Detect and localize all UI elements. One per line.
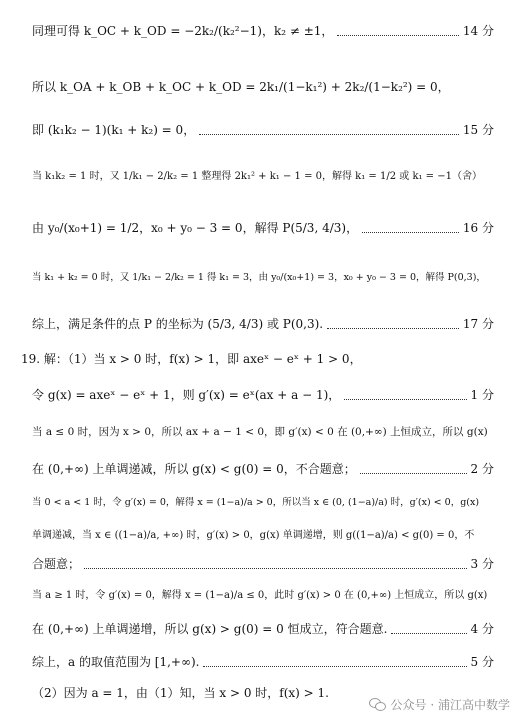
solution-line-16 (32, 622, 494, 636)
line-text: 所以 k_OA + k_OB + k_OC + k_OD = 2k₁/(1−k₁²) + 2k₂/(1−k₂²) = 0， (32, 80, 450, 94)
line-text: 在 (0,+∞) 上单调递减，所以 g(x) < g(0) = 0，不合题意； (32, 462, 356, 476)
solution-line-11 (32, 462, 494, 476)
leader-dots (327, 328, 459, 329)
score-label: 2 分 (470, 462, 494, 476)
solution-line-9 (32, 388, 494, 402)
score-label: 5 分 (470, 655, 494, 669)
score-label: 14 分 (462, 24, 494, 38)
watermark (369, 696, 510, 713)
leader-dots (344, 399, 466, 400)
problem-19-heading (21, 352, 494, 366)
line-text: 合题意； (32, 557, 81, 571)
leader-dots (84, 568, 467, 569)
score-label: 16 分 (462, 221, 494, 235)
line-text: 即 (k₁k₂ − 1)(k₁ + k₂) = 0， (32, 123, 196, 137)
line-text: 单调递减，当 x ∈ ((1−a)/a, +∞) 时，g′(x) > 0，g(x) 单调递增，则 g((1−a)/a) < g(0) = 0，不 (32, 530, 475, 541)
leader-dots (360, 473, 467, 474)
solution-line-12 (32, 497, 494, 508)
score-label: 3 分 (470, 557, 494, 571)
watermark-text: 公众号 · 浦江高中数学 (390, 698, 510, 712)
leader-dots (391, 633, 466, 634)
solution-line-1 (32, 24, 494, 38)
solution-line-2 (32, 80, 494, 94)
line-text: 当 0 < a < 1 时，令 g′(x) = 0，解得 x = (1−a)/a > 0，所以当 x ∈ (0, (1−a)/a) 时，g′(x) < 0，g(x) (32, 497, 480, 508)
solution-line-4 (32, 171, 494, 183)
line-text: 令 g(x) = axeˣ − eˣ + 1，则 g′(x) = eˣ(ax + a − 1)， (32, 388, 341, 402)
line-text: 综上，a 的取值范围为 [1,+∞). (32, 655, 200, 669)
line-text: （2）因为 a = 1，由（1）知，当 x > 0 时，f(x) > 1. (32, 686, 329, 700)
solution-line-18 (32, 686, 332, 700)
score-label: 4 分 (470, 622, 494, 636)
leader-dots (199, 134, 459, 135)
line-text: 当 a ≤ 0 时，因为 x > 0，所以 ax + a − 1 < 0，即 g′(x) < 0 在 (0,+∞) 上恒成立，所以 g(x) (32, 426, 488, 438)
score-label: 17 分 (462, 317, 494, 331)
score-label: 15 分 (462, 123, 494, 137)
solution-line-13 (32, 530, 494, 542)
solution-line-5 (32, 221, 494, 235)
solution-line-3 (32, 123, 494, 137)
solution-line-17 (32, 655, 494, 669)
leader-dots (362, 232, 459, 233)
line-text: 同理可得 k_OC + k_OD = −2k₂/(k₂²−1)，k₂ ≠ ±1， (32, 24, 334, 38)
leader-dots (203, 666, 466, 667)
leader-dots (337, 35, 458, 36)
solution-line-7 (32, 317, 494, 331)
line-text: 综上，满足条件的点 P 的坐标为 (5/3, 4/3) 或 P(0,3). (32, 317, 324, 331)
wechat-icon (369, 698, 386, 711)
line-text: 当 k₁ + k₂ = 0 时，又 1/k₁ − 2/k₂ = 1 得 k₁ = 3，由 y₀/(x₀+1) = 3，x₀ + y₀ − 3 = 0，解得 P(0,3)， (32, 272, 486, 283)
solution-line-6 (32, 272, 494, 283)
solution-line-10 (32, 426, 494, 439)
score-label: 1 分 (470, 388, 494, 402)
line-text: 当 a ≥ 1 时，令 g′(x) = 0，解得 x = (1−a)/a ≤ 0，此时 g′(x) > 0 在 (0,+∞) 上恒成立，所以 g(x) (32, 590, 488, 601)
solution-line-15 (32, 590, 494, 602)
line-text: 由 y₀/(x₀+1) = 1/2，x₀ + y₀ − 3 = 0，解得 P(5/3, 4/3)， (32, 221, 359, 235)
line-text: 当 k₁k₂ = 1 时，又 1/k₁ − 2/k₂ = 1 整理得 2k₁² + k₁ − 1 = 0，解得 k₁ = 1/2 或 k₁ = −1（舍） (32, 171, 482, 182)
line-text: 19. 解：（1）当 x > 0 时，f(x) > 1，即 axeˣ − eˣ + 1 > 0， (21, 352, 362, 366)
solution-line-14 (32, 557, 494, 571)
line-text: 在 (0,+∞) 上单调递增，所以 g(x) > g(0) = 0 恒成立，符合题意. (32, 622, 388, 636)
